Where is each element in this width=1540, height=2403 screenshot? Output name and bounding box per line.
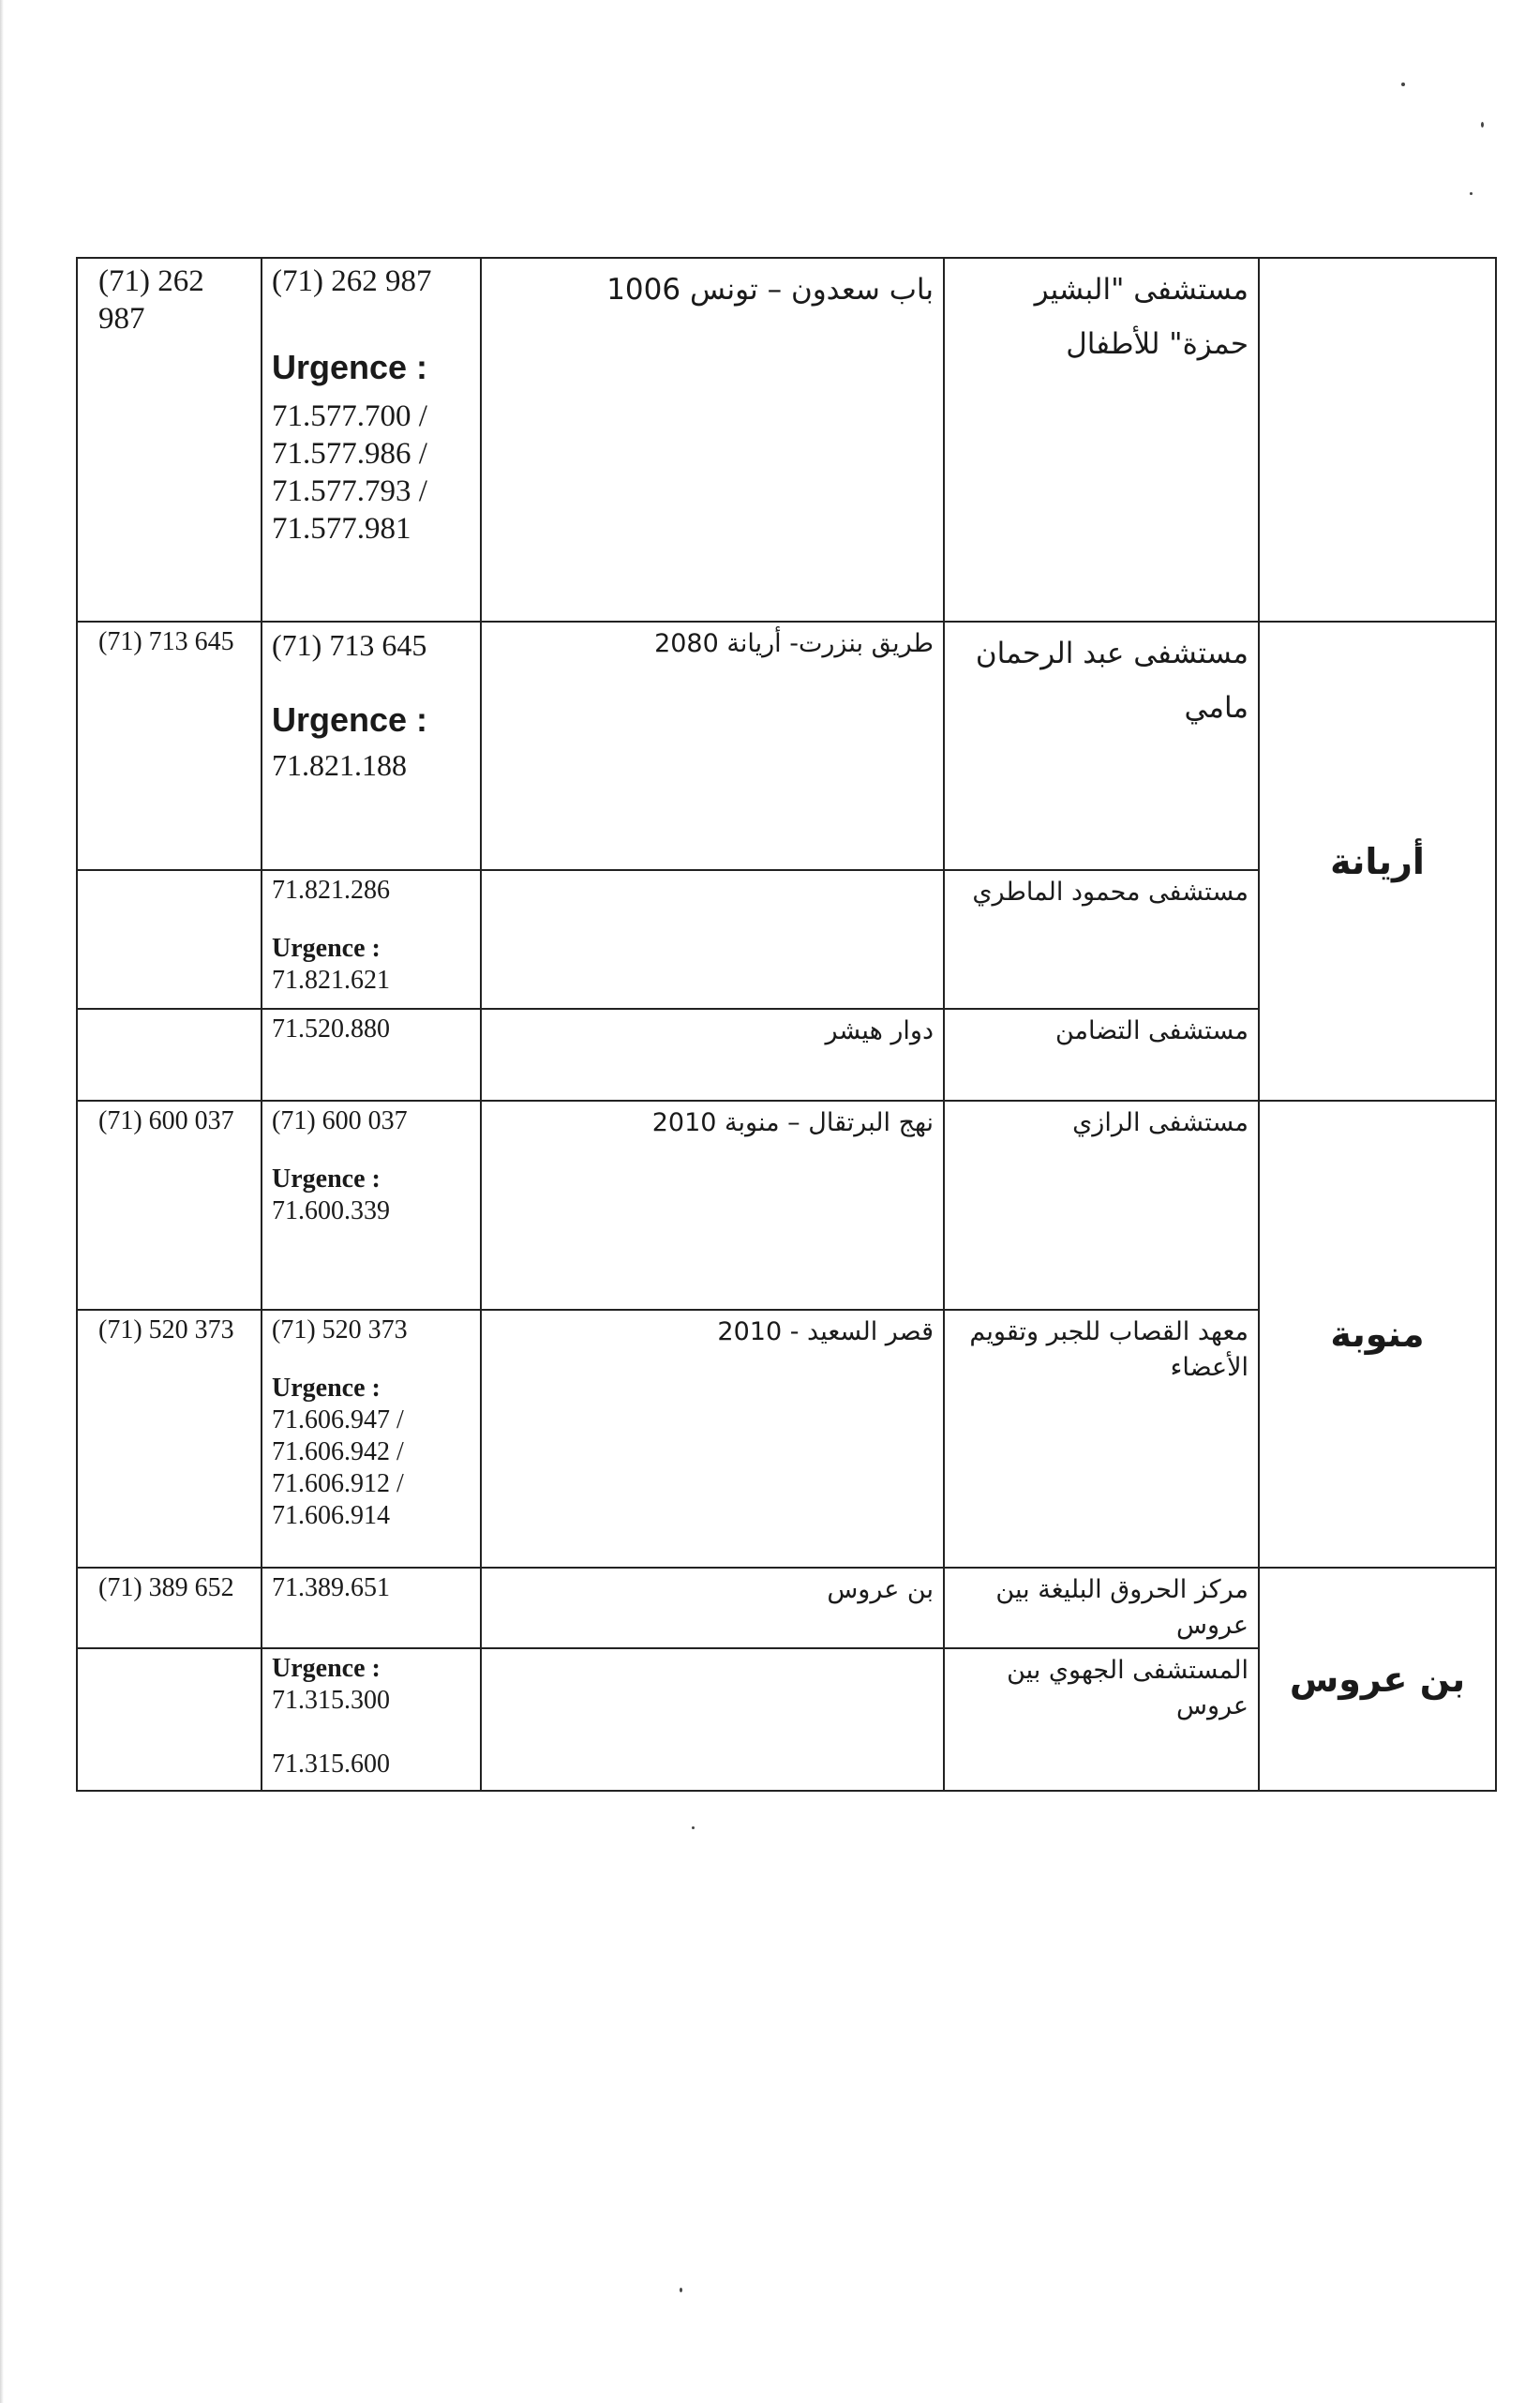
- phone-urgence: 71.606.947 /: [272, 1405, 404, 1434]
- phone-urgence: 71.577.981: [272, 512, 411, 546]
- phone-main: (71) 600 037: [272, 1106, 408, 1135]
- urgence-label: Urgence :: [272, 700, 428, 739]
- phone-cell: [262, 1568, 481, 1648]
- phone-cell: [262, 870, 481, 1009]
- phone-cell: [262, 1310, 481, 1568]
- hospital-address: نهج البرتقال – منوبة 2010: [481, 1101, 944, 1310]
- phone-main: (71) 713 645: [272, 628, 427, 662]
- phone-urgence: 71.600.339: [272, 1196, 390, 1225]
- phone-cell: [262, 1648, 481, 1791]
- hospital-name: المستشفى الجهوي بين عروس: [944, 1648, 1259, 1791]
- scan-speck: [1470, 192, 1473, 195]
- scan-speck: [1401, 83, 1405, 86]
- scan-speck: [1481, 122, 1484, 128]
- hospital-name: معهد القصاب للجبر وتقويم الأعضاء: [944, 1310, 1259, 1568]
- hospitals-table: [76, 257, 1497, 1792]
- phone-main: 71.520.880: [272, 1014, 390, 1044]
- scan-speck: [680, 2288, 682, 2292]
- fax-cell: [77, 870, 262, 1009]
- fax-cell: (71) 600 037: [77, 1101, 262, 1310]
- phone-urgence: 71.577.793 /: [272, 474, 427, 508]
- urgence-label: Urgence :: [272, 1654, 381, 1683]
- phone-urgence: 71.821.621: [272, 966, 390, 995]
- urgence-label: Urgence :: [272, 1164, 381, 1194]
- hospital-name: مستشفى التضامن: [944, 1009, 1259, 1101]
- hospital-address: [481, 870, 944, 1009]
- urgence-label: Urgence :: [272, 934, 381, 963]
- phone-main: 71.389.651: [272, 1573, 390, 1602]
- phone-main: (71) 520 373: [272, 1315, 408, 1344]
- governorate-cell: [1259, 258, 1496, 622]
- phone-main: 71.821.286: [272, 876, 390, 905]
- urgence-label: Urgence :: [272, 1374, 381, 1403]
- fax-cell: (71) 520 373: [77, 1310, 262, 1568]
- table-row: [77, 258, 1496, 622]
- phone-urgence: 71.606.912 /: [272, 1469, 404, 1498]
- hospital-address: دوار هيشر: [481, 1009, 944, 1101]
- governorate-ariana: أريانة: [1259, 622, 1496, 1101]
- hospital-address: طريق بنزرت- أريانة 2080: [481, 622, 944, 870]
- table-row: [77, 1568, 1496, 1648]
- fax-cell: (71) 713 645: [77, 622, 262, 870]
- governorate-ben-arous: بن عروس: [1259, 1568, 1496, 1791]
- hospital-name: مركز الحروق البليغة بين عروس: [944, 1568, 1259, 1648]
- hospital-name: مستشفى "البشير حمزة" للأطفال: [944, 258, 1259, 622]
- hospital-name: مستشفى عبد الرحمان مامي: [944, 622, 1259, 870]
- governorate-manouba: منوبة: [1259, 1101, 1496, 1568]
- fax-cell: (71) 389 652: [77, 1568, 262, 1648]
- phone-cell: [262, 258, 481, 622]
- hospital-name: مستشفى محمود الماطري: [944, 870, 1259, 1009]
- phone-urgence: 71.577.700 /: [272, 399, 427, 433]
- scan-speck: [692, 1826, 695, 1829]
- urgence-label: Urgence :: [272, 348, 428, 386]
- phone-cell: [262, 622, 481, 870]
- hospital-address: بن عروس: [481, 1568, 944, 1648]
- scan-edge: [0, 0, 4, 2403]
- phone-urgence: 71.315.600: [272, 1750, 390, 1779]
- hospital-name: مستشفى الرازي: [944, 1101, 1259, 1310]
- hospital-address: قصر السعيد - 2010: [481, 1310, 944, 1568]
- phone-urgence: 71.606.942 /: [272, 1437, 404, 1466]
- phone-main: (71) 262 987: [272, 264, 432, 298]
- table-row: [77, 1101, 1496, 1310]
- phone-cell: [262, 1009, 481, 1101]
- hospital-address: باب سعدون – تونس 1006: [481, 258, 944, 622]
- phone-urgence: 71.315.300: [272, 1686, 390, 1715]
- phone-cell: [262, 1101, 481, 1310]
- fax-cell: [77, 1648, 262, 1791]
- fax-cell: (71) 262 987: [77, 258, 262, 622]
- hospital-address: [481, 1648, 944, 1791]
- phone-urgence: 71.606.914: [272, 1501, 390, 1530]
- phone-urgence: 71.577.986 /: [272, 437, 427, 471]
- fax-cell: [77, 1009, 262, 1101]
- table-row: [77, 622, 1496, 870]
- phone-urgence: 71.821.188: [272, 748, 407, 782]
